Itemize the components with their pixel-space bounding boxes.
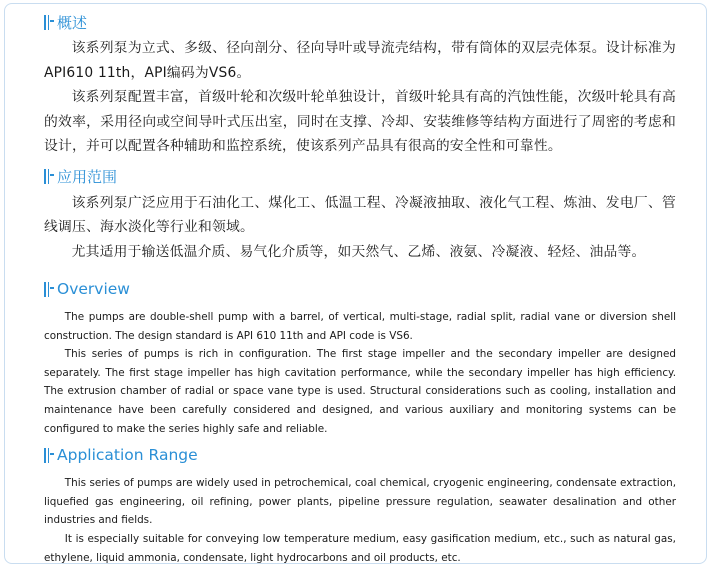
heading-application-en bbox=[44, 442, 676, 468]
section-marker-icon bbox=[44, 282, 54, 297]
overview-cn-paragraph-1: 该系列泵为立式、多级、径向剖分、径向导叶或导流壳结构，带有筒体的双层壳体泵。设计标准为API610 11th，API编码为VS6。 bbox=[44, 40, 676, 81]
heading-overview-cn-text: 概述 bbox=[57, 13, 88, 32]
document-body bbox=[44, 10, 676, 567]
application-en-paragraph-2: It is especially suitable for conveying low temperature medium, easy gasification medium, etc., such as natural gas, ethylene, liquid ammonia, condensate, light hydrocarbons and oil products, etc. bbox=[44, 532, 676, 564]
overview-en-paragraph-2: This series of pumps is rich in configuration. The first stage impeller and the secondary impeller are designed separately. The first stage impeller has high cavitation performance, while the secondary impeller has high efficiency. The extrusion chamber of radial or space vane type is used. Structural considerations such as cooling, installation and maintenance have been carefully considered and designed, and various auxiliary and monitoring systems can be configured to make the series highly safe and reliable. bbox=[44, 348, 676, 435]
application-cn-paragraph-1: 该系列泵广泛应用于石油化工、煤化工、低温工程、冷凝液抽取、液化气工程、炼油、发电厂、管线调压、海水淡化等行业和领域。 bbox=[44, 194, 676, 235]
heading-overview-en bbox=[44, 276, 676, 302]
overview-cn-paragraph-2: 该系列泵配置丰富，首级叶轮和次级叶轮单独设计，首级叶轮具有高的汽蚀性能，次级叶轮具有高的效率，采用径向或空间导叶式压出室，同时在支撑、冷却、安装维修等结构方面进行了周密的考虑和设计，并可以配置各种辅助和监控系统，使该系列产品具有很高的安全性和可靠性。 bbox=[44, 89, 676, 154]
section-marker-icon bbox=[44, 169, 54, 184]
heading-application-en-text: Application Range bbox=[57, 446, 198, 465]
section-marker-icon bbox=[44, 448, 54, 463]
overview-en-paragraph-1: The pumps are double-shell pump with a barrel, of vertical, multi-stage, radial split, radial vane or diversion shell construction. The design standard is API 610 11th and API code is VS6. bbox=[44, 311, 676, 342]
heading-application-cn bbox=[44, 165, 676, 189]
heading-overview-cn bbox=[44, 10, 676, 34]
application-cn-paragraph-2: 尤其适用于输送低温介质、易气化介质等，如天然气、乙烯、液氨、冷凝液、轻烃、油品等。 bbox=[71, 243, 646, 260]
section-marker-icon bbox=[44, 15, 54, 30]
application-en-paragraph-1: This series of pumps are widely used in petrochemical, coal chemical, cryogenic engineering, condensate extraction, liquefied gas engineering, oil refining, power plants, pipeline pressure regulation, seawater desalination and other industries and fields. bbox=[44, 477, 676, 527]
heading-overview-en-text: Overview bbox=[57, 280, 130, 298]
heading-application-cn-text: 应用范围 bbox=[57, 168, 118, 186]
